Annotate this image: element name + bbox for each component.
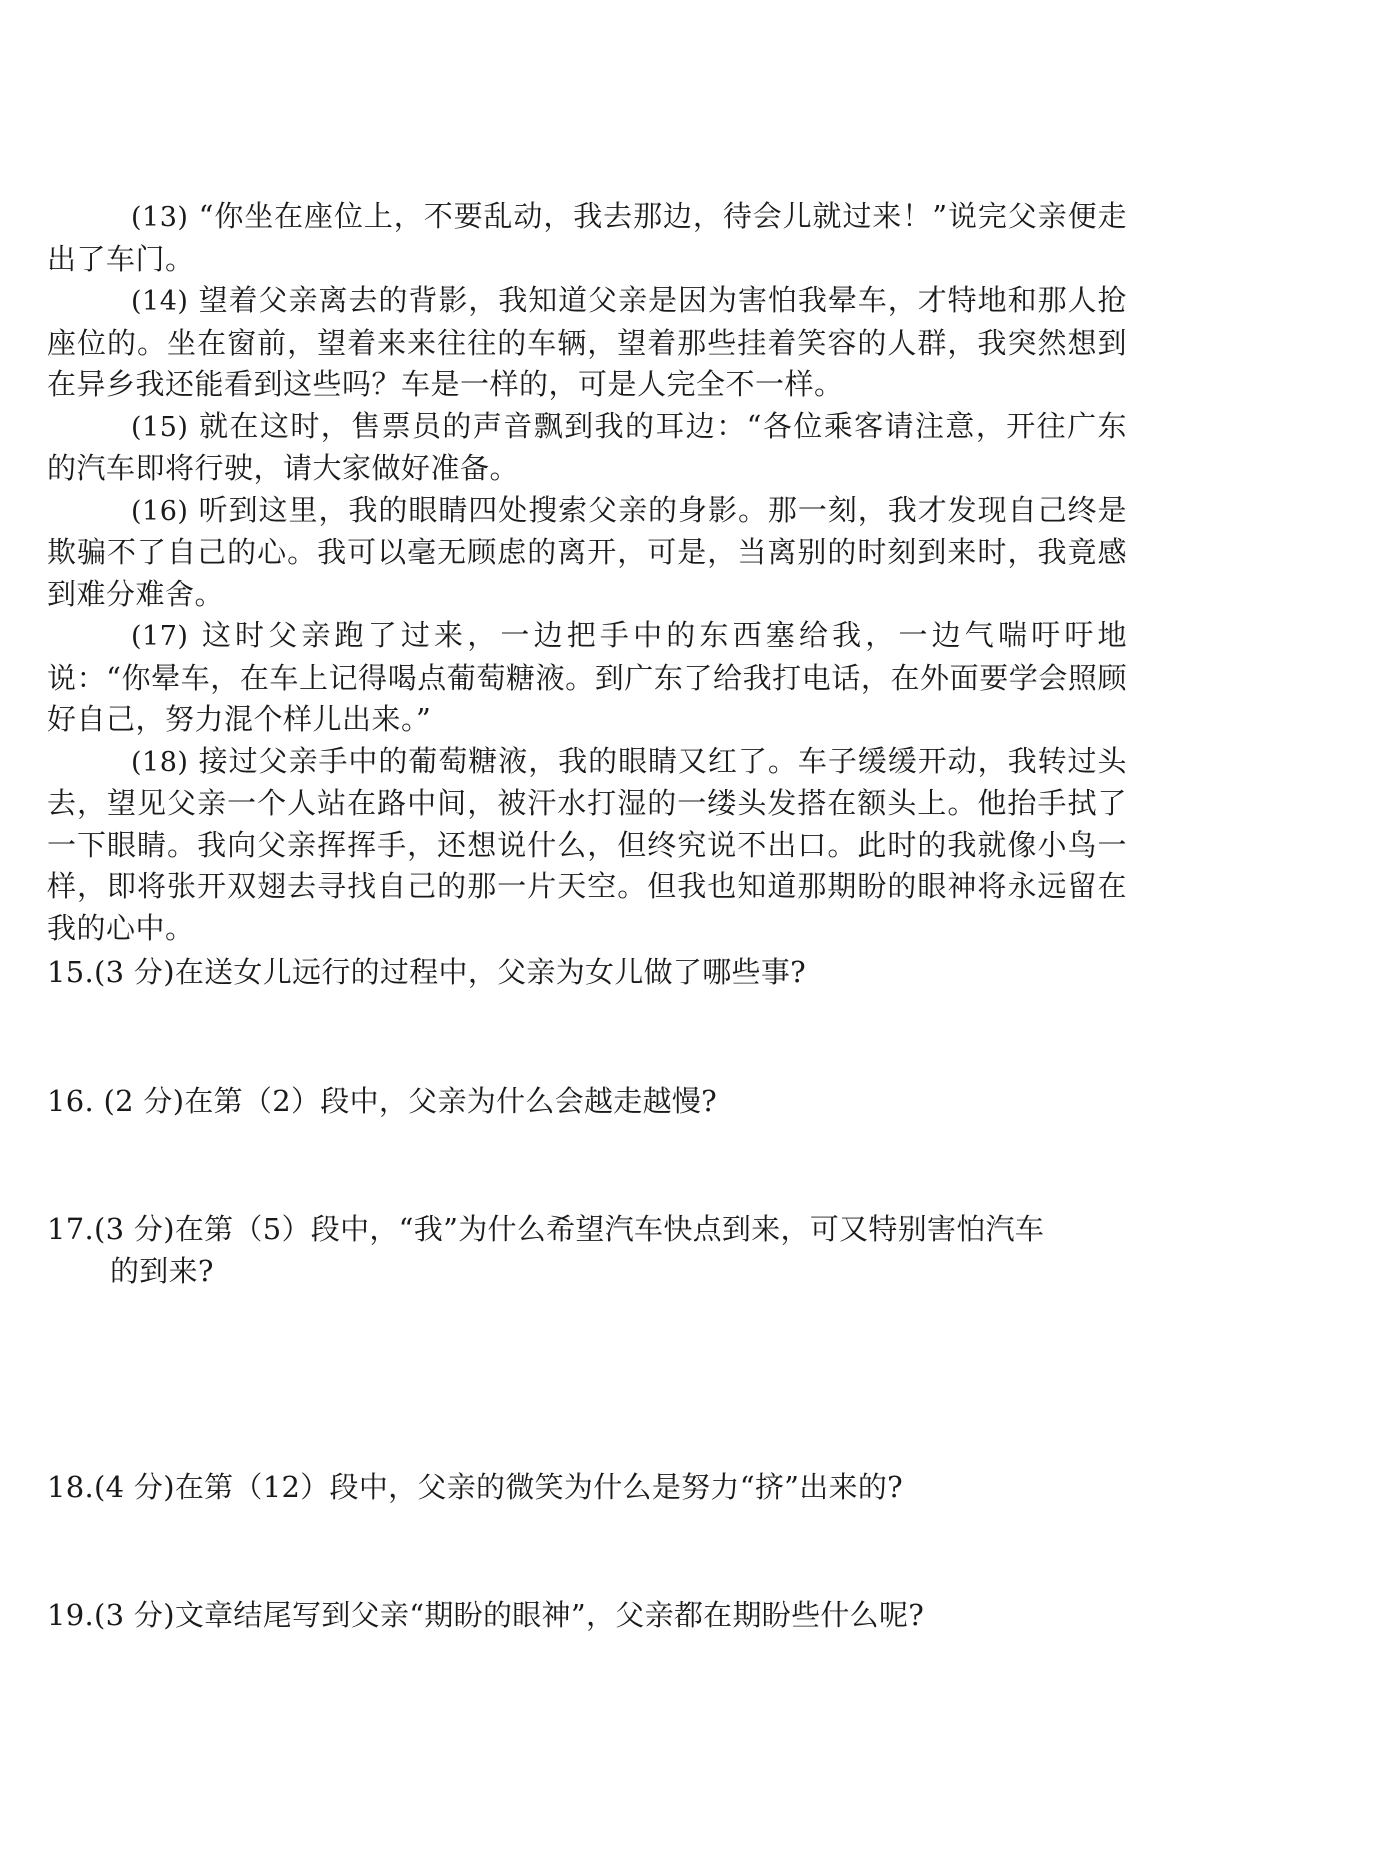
passage <box>47 196 1127 949</box>
paragraph-number: (16) <box>131 495 189 527</box>
paragraph-15 <box>47 406 1127 490</box>
paragraph-number: (17) <box>131 621 189 652</box>
question-15 <box>47 951 1127 993</box>
paragraph-text: 接过父亲手中的葡萄糖液，我的眼睛又红了。车子缓缓开动，我转过头去，望见父亲一个人站在路中间，被汗水打湿的一缕头发搭在额头上。他抬手拭了一下眼睛。我向父亲挥挥手，还想说什么，但终究说不出口。此时的我就像小鸟一样，即将张开双翅去寻找自己的那一片天空。但我也知道那期盼的眼神将永远留在我的心中。 <box>47 743 1127 945</box>
question-text: 17.(3 分)在第（5）段中，“我”为什么希望汽车快点到来，可又特别害怕汽车 <box>47 1212 1045 1246</box>
paragraph-text: 望着父亲离去的背影，我知道父亲是因为害怕我晕车，才特地和那人抢座位的。坐在窗前，望着来来往往的车辆，望着那些挂着笑容的人群，我突然想到在异乡我还能看到这些吗？车是一样的，可是人完全不一样。 <box>47 283 1127 401</box>
question-text: 18.(4 分)在第（12）段中，父亲的微笑为什么是努力“挤”出来的? <box>47 1470 904 1504</box>
paragraph-18 <box>47 741 1127 950</box>
paragraph-text: 就在这时，售票员的声音飘到我的耳边：“各位乘客请注意，开往广东的汽车即将行驶，请大家做好准备。 <box>47 408 1128 485</box>
paragraph-17 <box>47 615 1127 741</box>
question-17 <box>47 1208 1127 1292</box>
paragraph-text: 这时父亲跑了过来，一边把手中的东西塞给我，一边气喘吁吁地说：“你晕车，在车上记得喝点葡萄糖液。到广东了给我打电话，在外面要学会照顾好自己，努力混个样儿出来。” <box>47 618 1128 736</box>
question-text: 15.(3 分)在送女儿远行的过程中，父亲为女儿做了哪些事? <box>47 955 806 989</box>
paragraph-text: “你坐在座位上，不要乱动，我去那边，待会儿就过来！”说完父亲便走出了车门。 <box>47 199 1128 276</box>
paragraph-13 <box>47 196 1127 280</box>
question-19 <box>47 1594 1127 1636</box>
paragraph-14 <box>47 280 1127 406</box>
paragraph-number: (13) <box>131 202 189 233</box>
question-18 <box>47 1466 1127 1508</box>
question-text-continued: 的到来? <box>110 1254 214 1288</box>
paragraph-number: (14) <box>131 286 189 317</box>
paragraph-number: (15) <box>131 411 189 443</box>
paragraph-16 <box>47 490 1127 616</box>
question-text: 19.(3 分)文章结尾写到父亲“期盼的眼神”，父亲都在期盼些什么呢? <box>47 1598 925 1632</box>
question-text: 16. (2 分)在第（2）段中，父亲为什么会越走越慢? <box>47 1084 718 1118</box>
paragraph-number: (18) <box>131 746 189 778</box>
paragraph-text: 听到这里，我的眼睛四处搜索父亲的身影。那一刻，我才发现自己终是欺骗不了自己的心。我可以毫无顾虑的离开，可是，当离别的时刻到来时，我竟感到难分难舍。 <box>47 492 1127 611</box>
question-16 <box>47 1080 1127 1122</box>
